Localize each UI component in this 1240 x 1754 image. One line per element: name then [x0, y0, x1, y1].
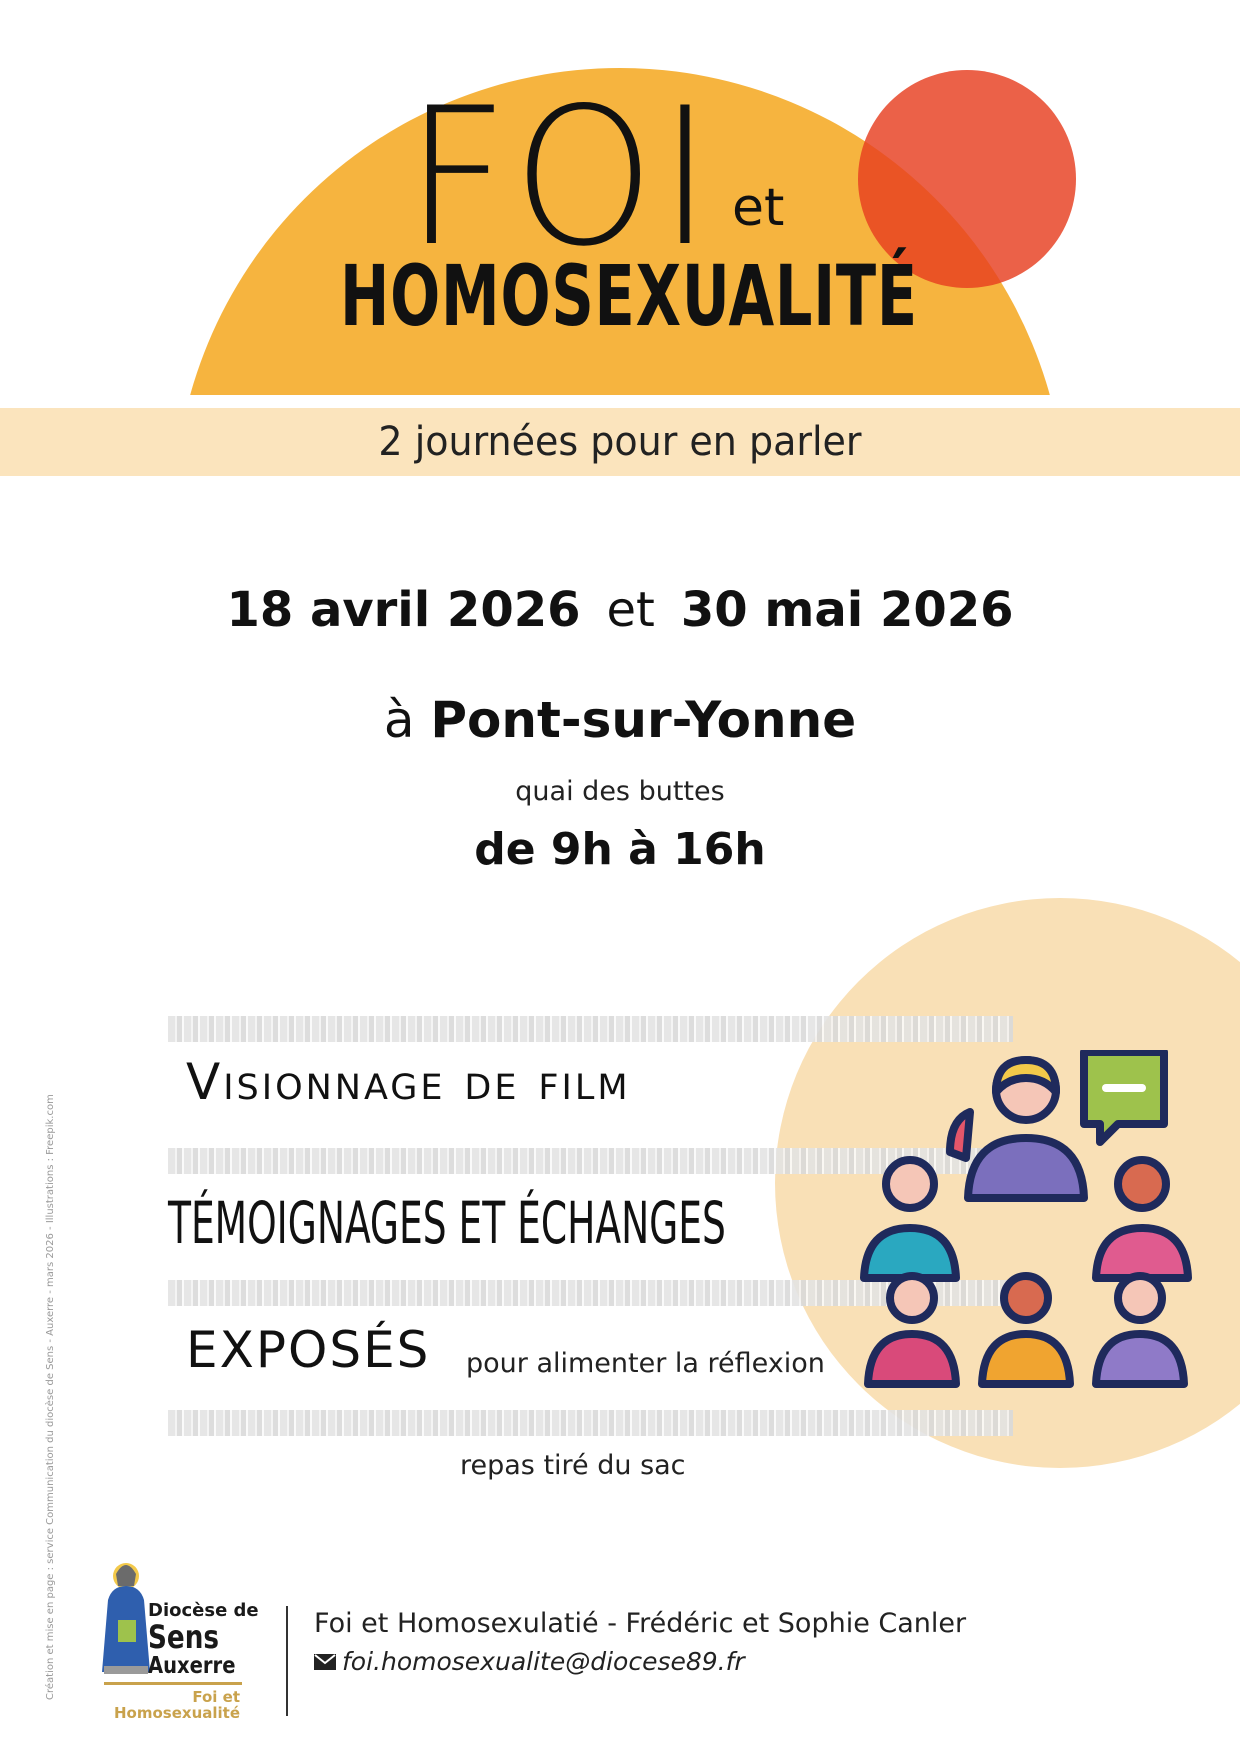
date-two: 30 mai 2026	[680, 582, 1014, 638]
date-connector: et	[606, 582, 655, 638]
logo-line1: Diocèse de	[148, 1600, 259, 1621]
activity-exposes-extra: pour alimenter la réflexion	[466, 1348, 825, 1379]
mail-icon	[314, 1654, 336, 1670]
title-homosexualite: HOMOSEXUALITÉ	[340, 247, 918, 345]
title-connector: et	[732, 178, 785, 238]
logo-line3: Auxerre	[148, 1653, 236, 1679]
speech-bubble-icon	[1084, 1052, 1164, 1142]
footer-organizers: Foi et Homosexulatié - Frédéric et Sophie Canler	[314, 1608, 967, 1639]
bishop-figure-icon	[102, 1563, 150, 1674]
activity-temoignages: TÉMOIGNAGES ET ÉCHANGES	[168, 1189, 726, 1257]
event-street: quai des buttes	[515, 776, 725, 807]
event-hours: de 9h à 16h	[474, 824, 766, 875]
event-dates	[0, 580, 1240, 640]
side-credit: Création et mise en page : service Communication du diocèse de Sens - Auxerre - mars 2026 - Illustrations : Freepik.com	[45, 1094, 56, 1700]
footer-separator	[286, 1606, 288, 1716]
event-place	[0, 690, 1240, 750]
tagline: 2 journées pour en parler	[378, 419, 862, 465]
people-group-icon	[858, 1050, 1208, 1390]
place-name: Pont-sur-Yonne	[430, 691, 857, 749]
logo-line5: Homosexualité	[114, 1704, 240, 1722]
place-prefix: à	[383, 691, 415, 749]
date-one: 18 avril 2026	[226, 582, 581, 638]
title-foi: FOI	[405, 67, 716, 288]
footer-email[interactable]: foi.homosexualite@diocese89.fr	[342, 1647, 745, 1676]
logo-line4: Foi et	[192, 1688, 240, 1706]
logo-line2: Sens	[148, 1618, 219, 1656]
divider-bar	[168, 1410, 1013, 1436]
activity-exposes: EXPOSÉS	[186, 1321, 431, 1379]
logo-rule	[104, 1682, 242, 1685]
divider-bar	[168, 1016, 1013, 1042]
activity-film: Visionnage de film	[186, 1053, 631, 1111]
meal-note: repas tiré du sac	[460, 1450, 686, 1481]
